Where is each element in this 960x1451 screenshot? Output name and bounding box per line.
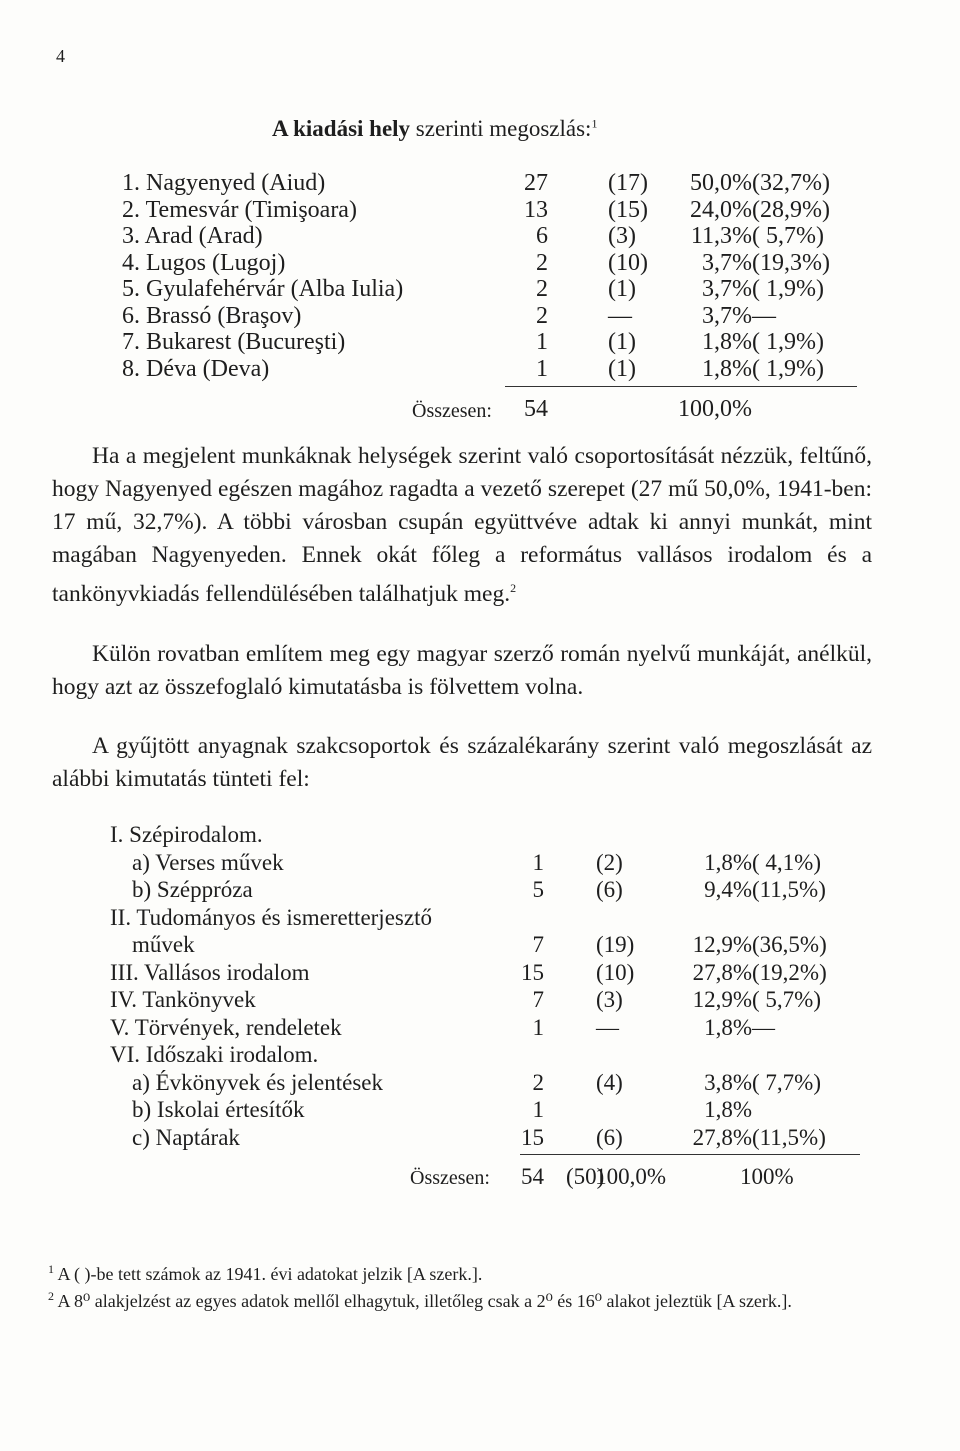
table1-count: 2 bbox=[536, 276, 548, 302]
table1-count-1941: (1) bbox=[608, 329, 636, 355]
table2-pct: 1,8% bbox=[704, 849, 752, 875]
table1-total-count: 54 bbox=[524, 396, 548, 422]
footnote-2-text: A 8⁰ alakjelzést az egyes adatok mellől elhagytuk, illetőleg csak a 2⁰ és 16⁰ alakot jeleztük [A szerk.]. bbox=[57, 1291, 792, 1311]
table1-pct-1941: ( 1,9%) bbox=[752, 276, 824, 302]
table1-pct: 11,3% bbox=[690, 223, 752, 249]
table1-count-1941: (17) bbox=[608, 170, 648, 196]
table1-pct: 24,0% bbox=[690, 196, 752, 223]
table1-count-1941: (1) bbox=[608, 276, 636, 302]
table2-pct-1941: — bbox=[752, 1014, 775, 1040]
table2-count: 1 bbox=[532, 849, 544, 875]
table2-category-label: a) Verses művek bbox=[132, 849, 284, 875]
table1-pct: 3,7% bbox=[702, 276, 752, 302]
table1-sum-rule bbox=[505, 386, 857, 387]
footnote-1-text: A ( )-be tett számok az 1941. évi adatokat jelzik [A szerk.]. bbox=[57, 1264, 483, 1284]
table2-category-label: művek bbox=[132, 932, 195, 957]
table1-pct: 1,8% bbox=[702, 355, 752, 382]
table2-pct: 3,8% bbox=[704, 1069, 752, 1095]
table1-count-1941: — bbox=[608, 302, 632, 329]
footnote-2 bbox=[48, 1285, 878, 1312]
table1-city-label: 6. Brassó (Braşov) bbox=[122, 302, 302, 329]
table1-count-1941: (1) bbox=[608, 355, 636, 382]
table2-category-label: I. Szépirodalom. bbox=[110, 822, 263, 847]
table2-count: 7 bbox=[532, 932, 544, 957]
table2-pct-1941: (11,5%) bbox=[752, 877, 826, 902]
heading-rest: szerinti megoszlás: bbox=[415, 116, 592, 141]
table1-city-label: 5. Gyulafehérvár (Alba Iulia) bbox=[122, 276, 404, 302]
table1-pct-1941: ( 5,7%) bbox=[752, 223, 824, 249]
table2-category-label: b) Széppróza bbox=[132, 877, 253, 902]
table1-count: 13 bbox=[524, 196, 548, 223]
table1-count: 1 bbox=[536, 329, 548, 355]
table2-count-1941: — bbox=[596, 1014, 619, 1040]
table2-total-pct-1941: 100% bbox=[740, 1164, 794, 1189]
table1-total-label: Összesen: bbox=[412, 400, 492, 422]
table1-count: 27 bbox=[524, 170, 548, 196]
table1-count: 2 bbox=[536, 249, 548, 276]
table1-pct-1941: ( 1,9%) bbox=[752, 355, 824, 382]
table2-count: 1 bbox=[532, 1097, 544, 1122]
table1-pct: 1,8% bbox=[702, 329, 752, 355]
paragraph-city-analysis bbox=[52, 440, 872, 611]
table1-city-label: 3. Arad (Arad) bbox=[122, 223, 263, 249]
table2-count: 15 bbox=[521, 959, 544, 985]
table2-category-label: III. Vallásos irodalom bbox=[110, 959, 310, 985]
table2-pct: 27,8% bbox=[692, 1124, 752, 1150]
table2-count: 2 bbox=[532, 1069, 544, 1095]
table2-category-label: b) Iskolai értesítők bbox=[132, 1097, 305, 1122]
table1-count-1941: (15) bbox=[608, 196, 648, 223]
table2-category-label: a) Évkönyvek és jelentések bbox=[132, 1069, 383, 1095]
paragraph-city-analysis-text: Ha a megjelent munkáknak helységek szerint való csoportosítását nézzük, feltűnő, hogy Nagyenyed egészen magához ragadta a vezető szerepet (27 mű 50,0%, 1941-ben: 17 mű, 32,7%). A többi városban csupán együttvéve adtak ki annyi munkát, mint magában Nagyenyeden. Ennek okát főleg a református vallásos irodalom és a tankönyvkiadás fellendülésében találhatjuk meg. bbox=[52, 443, 872, 607]
table2-total-count: 54 bbox=[521, 1164, 544, 1189]
table1-pct-1941: (19,3%) bbox=[752, 249, 830, 276]
table2-pct-1941: ( 7,7%) bbox=[752, 1069, 821, 1095]
table1-count: 1 bbox=[536, 355, 548, 382]
heading-bold: A kiadási hely bbox=[272, 116, 411, 141]
table2-category-label: VI. Időszaki irodalom. bbox=[110, 1042, 319, 1067]
table2-category-label: II. Tudományos és ismeretterjesztő bbox=[110, 904, 432, 930]
table1-city-label: 7. Bukarest (Bucureşti) bbox=[122, 329, 346, 355]
table2-count-1941: (19) bbox=[596, 932, 635, 957]
table2-count: 7 bbox=[532, 987, 544, 1012]
table2-count-1941: (6) bbox=[596, 1124, 623, 1150]
table2-count-1941: (6) bbox=[596, 877, 623, 902]
table2-category-label: V. Törvények, rendeletek bbox=[110, 1014, 342, 1040]
table2-pct-1941: (19,2%) bbox=[752, 959, 827, 985]
table1-pct-1941: — bbox=[752, 302, 776, 329]
table2-pct-1941: ( 5,7%) bbox=[752, 987, 821, 1012]
table2-pct: 9,4% bbox=[704, 877, 752, 902]
section-heading bbox=[272, 116, 597, 142]
table2-count-1941: (4) bbox=[596, 1069, 623, 1095]
table2-count: 1 bbox=[532, 1014, 544, 1040]
footnote-ref-2: 2 bbox=[510, 581, 517, 595]
table2-count-1941: (2) bbox=[596, 849, 623, 875]
table1-count: 2 bbox=[536, 302, 548, 329]
table2-category-label: c) Naptárak bbox=[132, 1124, 240, 1150]
table2-count: 5 bbox=[532, 877, 544, 902]
table2-total-count-1941: (50) bbox=[566, 1164, 605, 1189]
paragraph-subject-intro: A gyűjtött anyagnak szakcsoportok és százalékarány szerint való megoszlását az alábbi kimutatás tünteti fel: bbox=[52, 733, 872, 792]
table2-pct-1941: (11,5%) bbox=[752, 1124, 826, 1150]
table1-city-label: 2. Temesvár (Timişoara) bbox=[122, 196, 357, 223]
paragraph-romanian-work: Külön rovatban említem meg egy magyar szerző román nyelvű munkáját, anélkül, hogy azt az összefoglaló kimutatásba is fölvettem volna. bbox=[52, 641, 872, 700]
table1-city-label: 8. Déva (Deva) bbox=[122, 355, 270, 382]
table2-pct: 12,9% bbox=[692, 932, 752, 957]
heading-note-mark: 1 bbox=[591, 116, 598, 131]
table1-pct-1941: (32,7%) bbox=[752, 170, 830, 196]
table1-pct-1941: (28,9%) bbox=[752, 196, 830, 223]
table1-count-1941: (3) bbox=[608, 223, 636, 249]
table2-count-1941: (10) bbox=[596, 959, 635, 985]
table2-count-1941: (3) bbox=[596, 987, 623, 1012]
footnote-1-mark: 1 bbox=[48, 1262, 54, 1276]
table1-total-pct: 100,0% bbox=[678, 396, 752, 422]
table2-total-pct: 100,0% bbox=[595, 1164, 666, 1189]
table2-count: 15 bbox=[521, 1124, 544, 1150]
table2-pct: 12,9% bbox=[692, 987, 752, 1012]
table2-pct: 1,8% bbox=[704, 1014, 752, 1040]
table1-pct: 3,7% bbox=[702, 302, 752, 329]
table2-category-label: IV. Tankönyvek bbox=[110, 987, 256, 1012]
table1-count: 6 bbox=[536, 223, 548, 249]
table2-total-label: Összesen: bbox=[410, 1167, 490, 1189]
table1-pct-1941: ( 1,9%) bbox=[752, 329, 824, 355]
table1-pct: 3,7% bbox=[702, 249, 752, 276]
table1-pct: 50,0% bbox=[690, 170, 752, 196]
table2-pct: 27,8% bbox=[692, 959, 752, 985]
table2-pct-1941: (36,5%) bbox=[752, 932, 827, 957]
table1-count-1941: (10) bbox=[608, 249, 648, 276]
footnote-1 bbox=[48, 1258, 878, 1285]
table1-city-label: 1. Nagyenyed (Aiud) bbox=[122, 170, 326, 196]
page-number: 4 bbox=[56, 46, 65, 66]
table2-pct: 1,8% bbox=[704, 1097, 752, 1122]
table2-pct-1941: ( 4,1%) bbox=[752, 849, 821, 875]
footnotes bbox=[48, 1258, 878, 1312]
table1-city-label: 4. Lugos (Lugoj) bbox=[122, 249, 286, 276]
footnote-2-mark: 2 bbox=[48, 1289, 54, 1303]
table2-sum-rule bbox=[520, 1154, 860, 1155]
